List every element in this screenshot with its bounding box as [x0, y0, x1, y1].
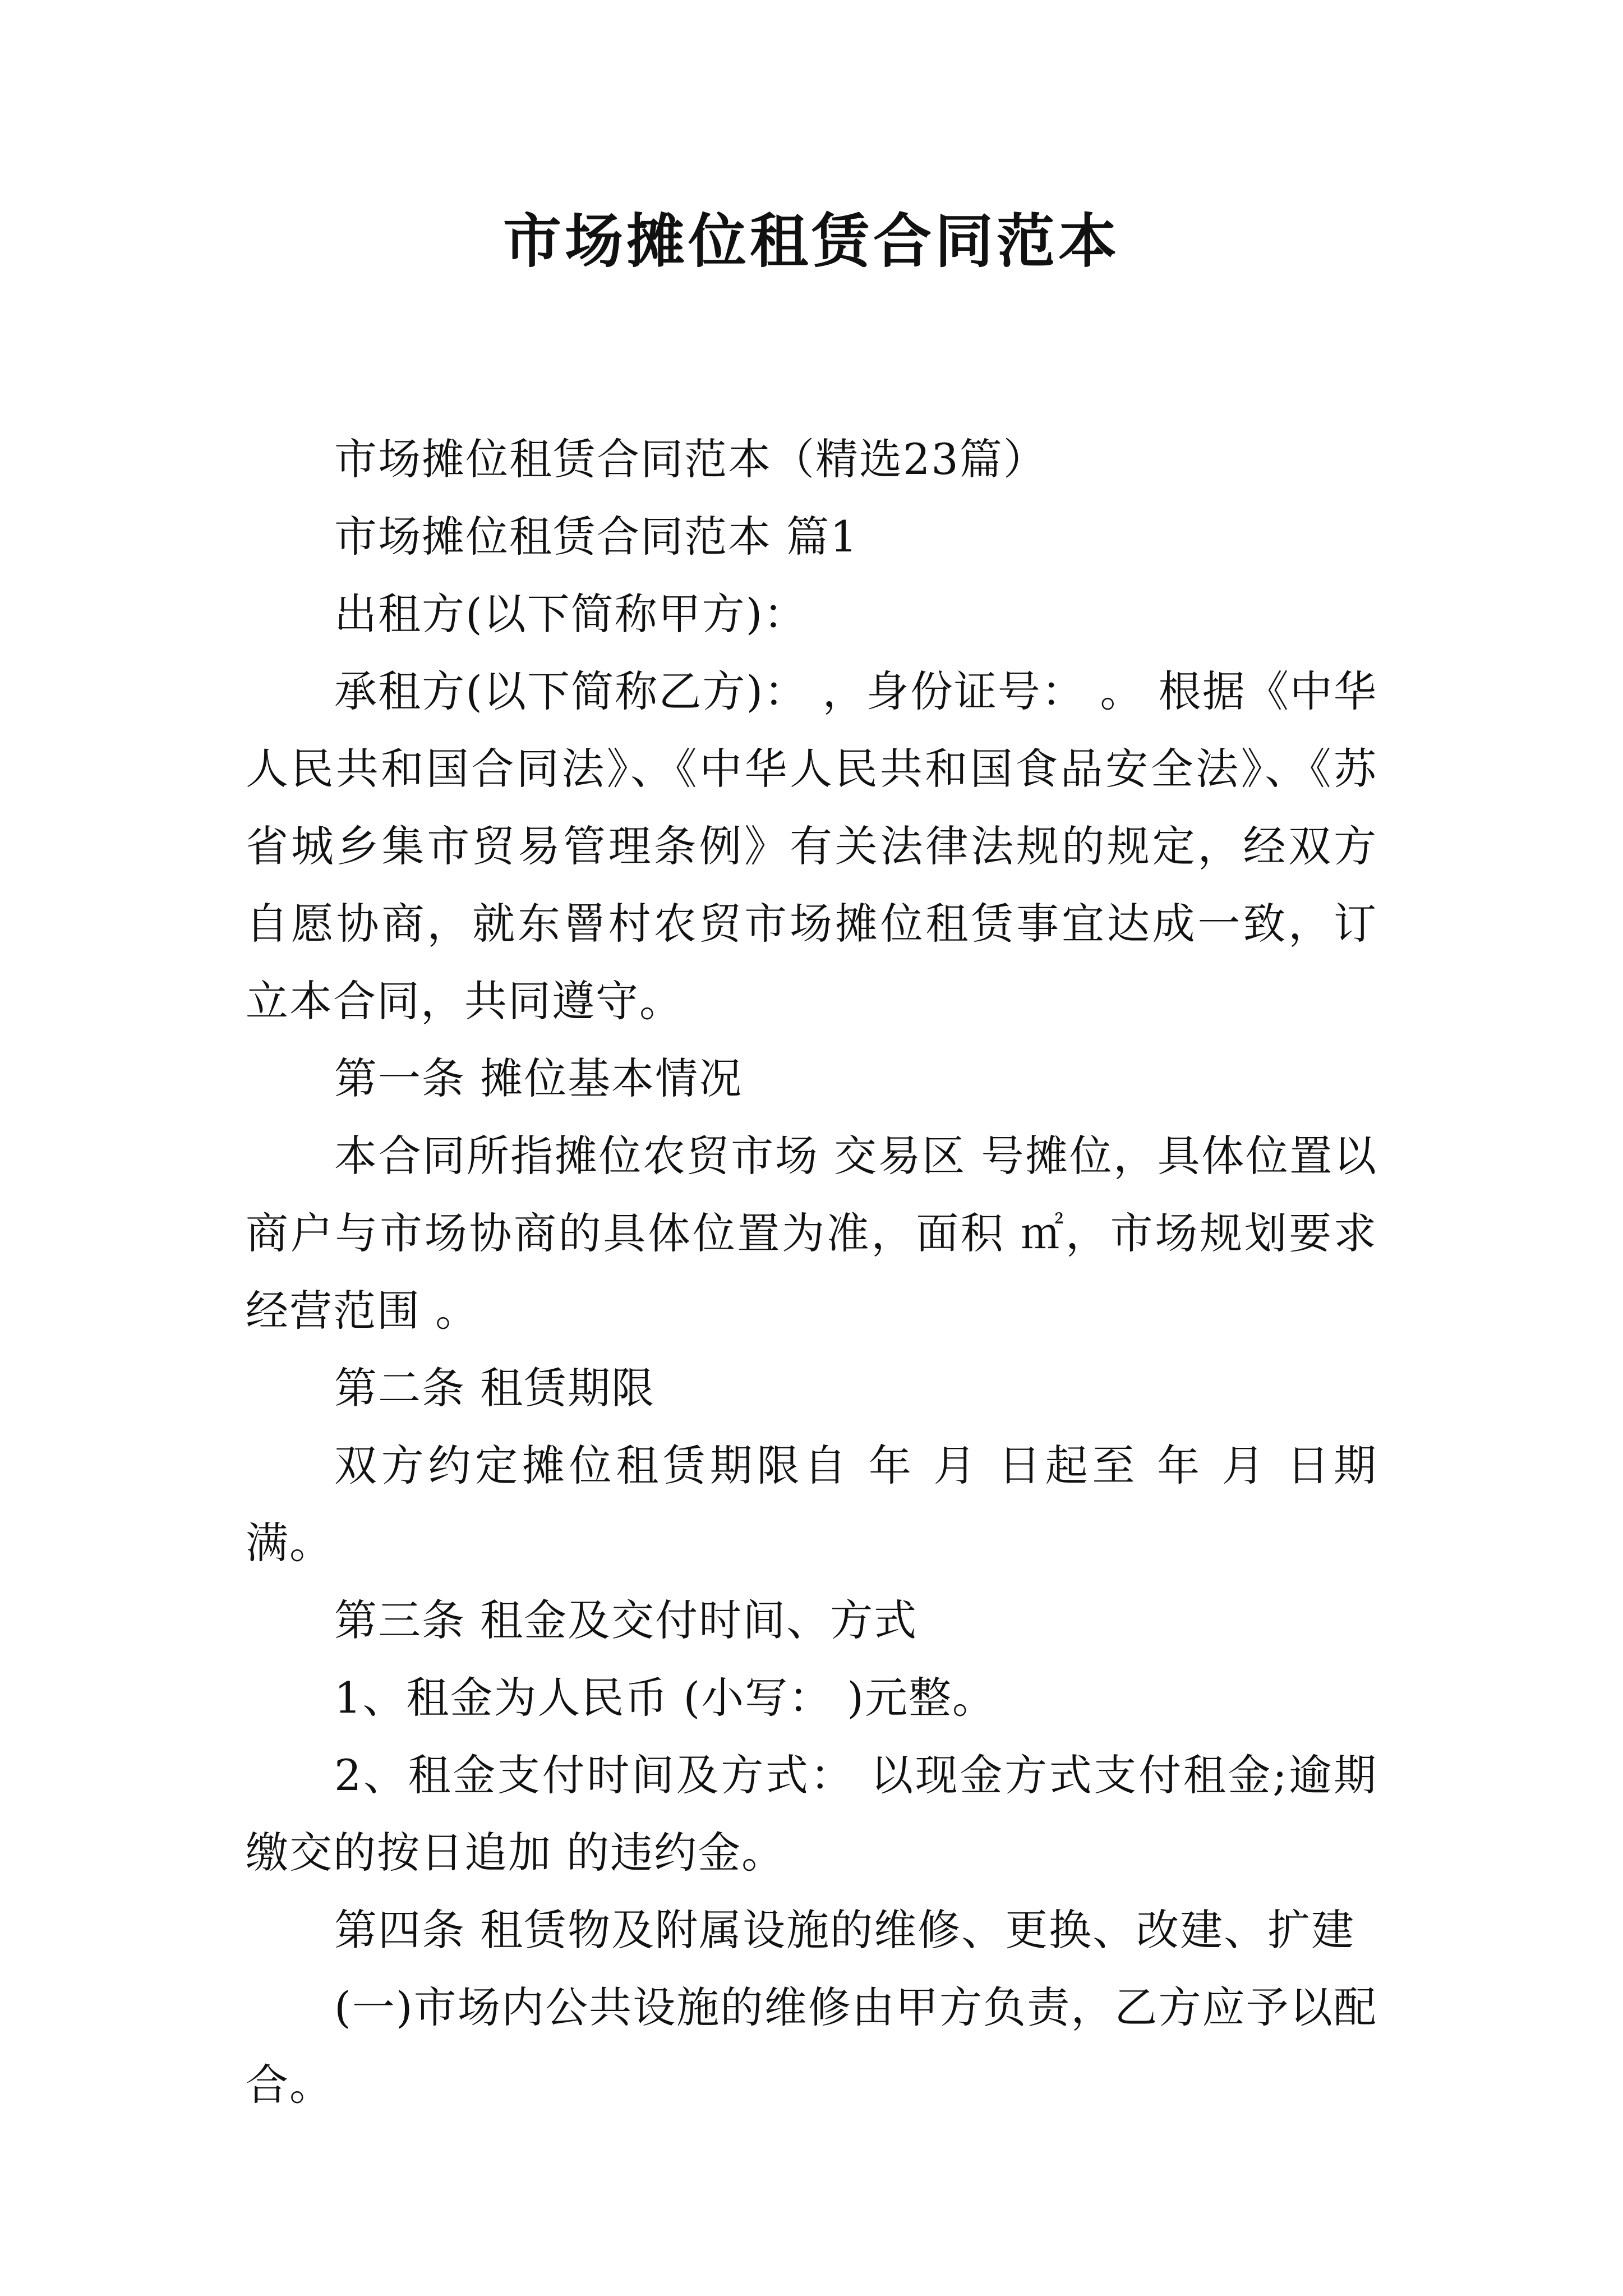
article-3-item-1: 1、租金为人民币 (小写： )元整。: [334, 1673, 996, 1723]
article-4-item-1: (一)市场内公共设施的维修由甲方负责，乙方应予以配合。: [246, 1982, 1377, 2110]
article-1-body: 本合同所指摊位农贸市场 交易区 号摊位，具体位置以商户与市场协商的具体位置为准，面积 ㎡，市场规划要求经营范围 。: [246, 1131, 1377, 1336]
document-title: 市场摊位租赁合同范本: [502, 206, 1120, 275]
paragraph-section-heading: 市场摊位租赁合同范本 篇1: [334, 512, 859, 562]
paragraph-lessee: 承租方(以下简称乙方)： ，身份证号： 。 根据《中华人民共和国合同法》、《中华人民共和国食品安全法》、《苏省城乡集市贸易管理条例》有关法律法规的规定，经双方自愿协商，就东罾村农贸市场摊位租赁事宜达成一致，订立本合同，共同遵守。: [246, 666, 1377, 1026]
document-body: [246, 421, 1377, 2124]
article-4-heading: 第四条 租赁物及附属设施的维修、更换、改建、扩建: [334, 1905, 1355, 1955]
paragraph-subtitle: 市场摊位租赁合同范本（精选23篇）: [334, 434, 1047, 484]
article-1-heading: 第一条 摊位基本情况: [334, 1053, 743, 1103]
article-3-heading: 第三条 租金及交付时间、方式: [334, 1595, 918, 1645]
article-3-item-2: 2、租金支付时间及方式： 以现金方式支付租金;逾期缴交的按日追加 的违约金。: [246, 1750, 1377, 1878]
article-2-body: 双方约定摊位租赁期限自 年 月 日起至 年 月 日期满。: [246, 1441, 1377, 1568]
article-2-heading: 第二条 租赁期限: [334, 1363, 656, 1413]
paragraph-lessor: 出租方(以下简称甲方)：: [334, 589, 808, 639]
